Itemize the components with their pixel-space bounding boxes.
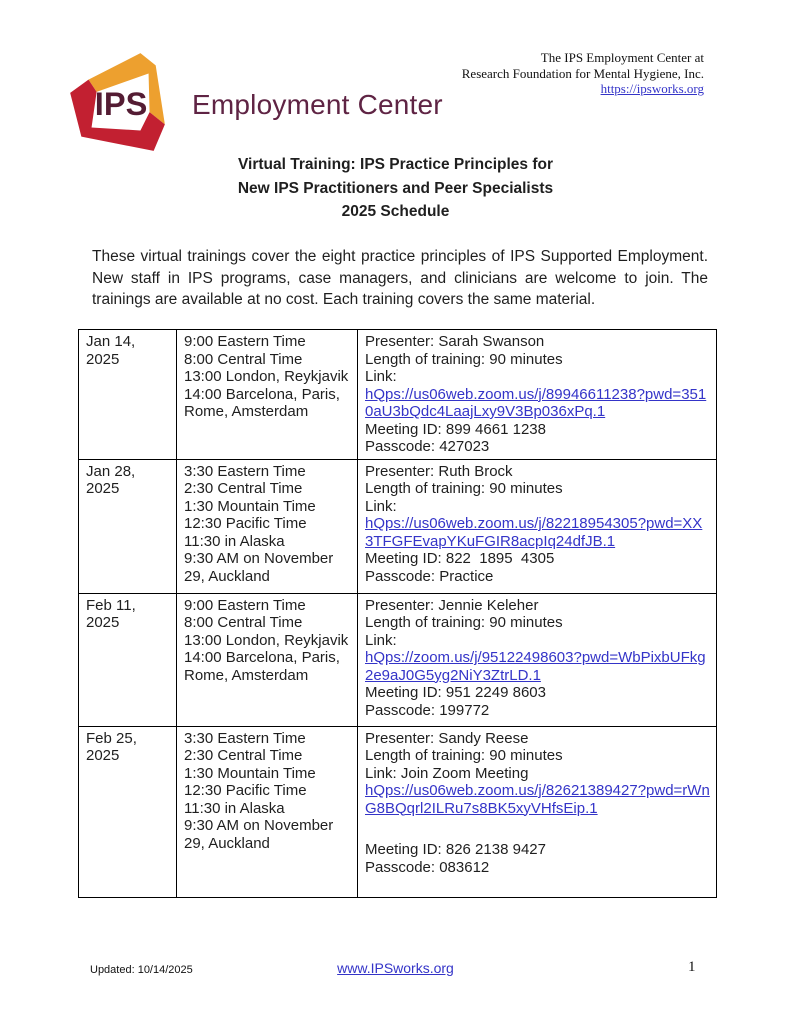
session-details-cell — [358, 459, 717, 593]
ips-box-logo-icon — [58, 46, 176, 158]
time-zone-line: 3:30 Eastern Time — [184, 462, 306, 480]
zoom-meeting-link[interactable]: hQps://us06web.zoom.us/j/82621389427?pwd=rWnG8BQqrl2ILRu7s8BK5xyVHfsEip.1 — [365, 782, 710, 817]
time-zone-line: 9:30 AM on November 29, Auckland — [184, 817, 338, 852]
logo-wordmark: Employment Center — [192, 89, 443, 120]
session-times-cell — [177, 593, 358, 726]
detail-line: Presenter: Jennie Keleher — [365, 596, 539, 614]
schedule-row — [79, 726, 717, 897]
detail-line: Passcode: 083612 — [365, 858, 490, 876]
schedule-row — [79, 330, 717, 460]
time-zone-line: 11:30 in Alaska — [184, 532, 285, 550]
session-date: Feb 25, 2025 — [86, 729, 142, 764]
time-zone-line: 9:00 Eastern Time — [184, 596, 306, 614]
document-title — [0, 153, 791, 224]
schedule-row — [79, 459, 717, 593]
detail-line: Presenter: Sarah Swanson — [365, 333, 545, 350]
time-zone-line: 1:30 Mountain Time — [184, 497, 316, 515]
detail-line: Length of training: 90 minutes — [365, 747, 563, 764]
detail-line: Meeting ID: 826 2138 9427 — [365, 841, 546, 858]
time-zone-line: 9:30 AM on November 29, Auckland — [184, 550, 338, 585]
session-date-cell — [79, 726, 177, 897]
time-zone-line: 8:00 Central Time — [184, 350, 303, 368]
header-logo-block — [58, 46, 443, 158]
title-line-2: New IPS Practitioners and Peer Specialists — [237, 179, 554, 197]
time-zone-line: 14:00 Barcelona, Paris, Rome, Amsterdam — [184, 649, 345, 684]
session-details-cell — [358, 330, 717, 460]
page-number: 1 — [688, 959, 696, 975]
affiliation-line-1: The IPS Employment Center at — [540, 50, 704, 65]
updated-date-label: Updated: 10/14/2025 — [90, 964, 193, 976]
detail-line: Link: — [365, 631, 397, 649]
detail-line: Link: — [365, 368, 397, 385]
schedule-row — [79, 593, 717, 726]
session-times-cell — [177, 726, 358, 897]
session-date-cell — [79, 593, 177, 726]
logo-acronym: IPS — [94, 86, 148, 123]
session-date: Jan 14, 2025 — [86, 333, 140, 368]
session-times-cell — [177, 459, 358, 593]
time-zone-line: 1:30 Mountain Time — [184, 764, 316, 782]
title-line-1: Virtual Training: IPS Practice Principles for — [238, 156, 553, 173]
detail-line: Length of training: 90 minutes — [365, 480, 563, 497]
detail-line: Passcode: 199772 — [365, 701, 490, 719]
detail-line: Passcode: 427023 — [365, 438, 490, 455]
time-zone-line: 14:00 Barcelona, Paris, Rome, Amsterdam — [184, 385, 345, 420]
time-zone-line: 3:30 Eastern Time — [184, 729, 306, 747]
affiliation-line-2: Research Foundation for Mental Hygiene, Inc. — [461, 65, 704, 81]
detail-line: Meeting ID: 899 4661 1238 — [365, 420, 546, 438]
time-zone-line: 11:30 in Alaska — [184, 799, 285, 817]
time-zone-line: 13:00 London, Reykjavik — [184, 631, 349, 649]
session-times-cell — [177, 330, 358, 460]
schedule-heading: 2025 Schedule — [341, 203, 450, 220]
detail-line: Passcode: Practice — [365, 567, 494, 585]
session-date: Jan 28, 2025 — [86, 462, 140, 497]
session-details-cell — [358, 593, 717, 726]
detail-line: Length of training: 90 minutes — [365, 350, 563, 368]
zoom-meeting-link[interactable]: hQps://zoom.us/j/95122498603?pwd=WbPixbUFkg2e9aJ0G5yg2NiY3ZtrLD.1 — [365, 649, 706, 684]
session-date: Feb 11, 2025 — [86, 596, 140, 631]
detail-line: Link: — [365, 497, 397, 515]
session-details-cell — [358, 726, 717, 897]
detail-line: Presenter: Sandy Reese — [365, 729, 529, 747]
session-date-cell — [79, 330, 177, 460]
ipsworks-footer-link[interactable]: www.IPSworks.org — [337, 960, 454, 976]
time-zone-line: 8:00 Central Time — [184, 614, 303, 631]
zoom-meeting-link[interactable]: hQps://us06web.zoom.us/j/89946611238?pwd=3510aU3bQdc4LaajLxy9V3Bp036xPq.1 — [365, 385, 707, 420]
detail-line: Meeting ID: 822 1895 4305 — [365, 550, 555, 567]
time-zone-line: 12:30 Pacific Time — [184, 782, 307, 799]
schedule-table-body — [79, 330, 717, 898]
session-date-cell — [79, 459, 177, 593]
ipsworks-header-link[interactable]: https://ipsworks.org — [600, 81, 704, 96]
intro-paragraph: These virtual trainings cover the eight practice principles of IPS Supported Employment. New staff in IPS programs, case managers, and clinicians are welcome to join. The trainings are available at no cost. Each training covers the same material. — [92, 248, 708, 309]
time-zone-line: 9:00 Eastern Time — [184, 333, 306, 350]
header-affiliation — [462, 50, 704, 97]
detail-line: Presenter: Ruth Brock — [365, 462, 513, 480]
time-zone-line: 12:30 Pacific Time — [184, 515, 307, 532]
detail-line: Meeting ID: 951 2249 8603 — [365, 684, 546, 701]
time-zone-line: 13:00 London, Reykjavik — [184, 368, 349, 385]
schedule-table — [78, 329, 717, 898]
blank-line — [365, 817, 710, 841]
detail-line: Link: Join Zoom Meeting — [365, 764, 529, 782]
time-zone-line: 2:30 Central Time — [184, 480, 303, 497]
detail-line: Length of training: 90 minutes — [365, 614, 563, 631]
zoom-meeting-link[interactable]: hQps://us06web.zoom.us/j/82218954305?pwd=XX3TFGFEvapYKuFGIR8acpIq24dfJB.1 — [365, 515, 703, 550]
time-zone-line: 2:30 Central Time — [184, 747, 303, 764]
